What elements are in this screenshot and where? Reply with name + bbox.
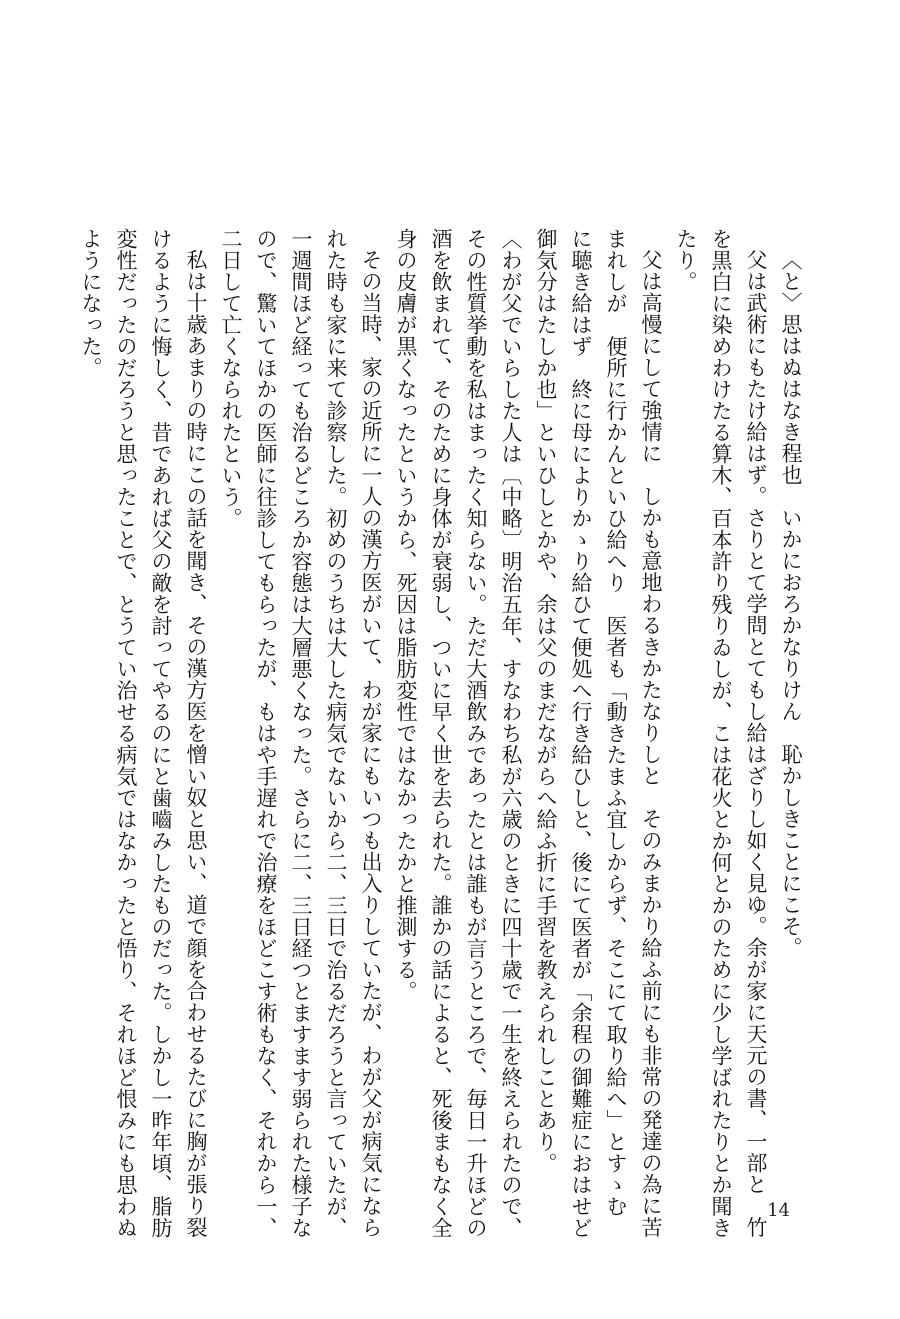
text-line: 〈わが父でいらした人は〔中略〕明治五年、すなわち私が六歳のときに四十歳で一生を終えられたので、 [499, 228, 523, 1239]
text-line: 父は高慢にして強情に しかも意地わるきかたなりしと そのみまかり給ふ前にも非常の発達の為に苦 [639, 249, 663, 1238]
text-line: 御気分はたしか也」といひしとかや、余は父のまだながらへ給ふ折に手習を教えられしことあり。 [534, 228, 558, 1174]
text-line: れた時も家に来て診察した。初めのうちは大した病気でないから二、三日で治るだろうと言っていたが、 [324, 228, 348, 1239]
text-line: を黒白に染めわけたる算木、百本許り残りゐしが、こは花火とか何とかのために少し学ばれたりとか聞き [709, 228, 733, 1239]
text-line: 二日して亡くなられたという。 [219, 228, 243, 529]
text-line: 一週間ほど経っても治るどころか容態は大層悪くなった。さらに二、三日経つとますます弱られた様子な [289, 228, 313, 1239]
text-line: その性質挙動を私はまったく知らない。ただ大酒飲みであったとは誰もが言うところで、毎日一升ほどの [464, 228, 488, 1239]
text-line: ようになった。 [79, 228, 103, 379]
text-line: 酒を飲まれて、そのために身体が衰弱し、ついに早く世を去られた。誰かの話によると、死後まもなく全 [429, 228, 453, 1239]
text-line: まれしが 便所に行かんといひ給へり 医者も「動きたまふ宜しからず、そこにて取り給へ」とすゝむ [604, 228, 628, 1217]
text-line: 〈と〉思はぬはなき程也 いかにおろかなりけん 恥かしきことにこそ。 [779, 249, 803, 959]
text-line: けるように悔しく、昔であれば父の敵を討ってやるのにと歯嚙みしたものだった。しかし一昨年頃、脂肪 [149, 228, 173, 1239]
text-line: 私は十歳あまりの時にこの話を聞き、その漢方医を憎い奴と思い、道で顔を合わせるたびに胸が張り裂 [184, 249, 208, 1238]
text-line: 変性だったのだろうと思ったことで、とうてい治せる病気ではなかったと悟り、それほど恨みにも思わぬ [114, 228, 138, 1239]
text-line: たり。 [674, 228, 698, 293]
text-line: その当時、家の近所に一人の漢方医がいて、わが家にもいつも出入りしていたが、わが父が病気になら [359, 249, 383, 1238]
text-line: 父は武術にもたけ給はず。さりとて学問とてもし給はざりし如く見ゆ。余が家に天元の書、一部と 竹 [744, 249, 768, 1238]
text-line: 身の皮膚が黒くなったというから、死因は脂肪変性ではなかったかと推測する。 [394, 228, 418, 1002]
text-line: ので、驚いてほかの医師に往診してもらったが、もはや手遅れで治療をほどこす術もなく、それから一、 [254, 228, 278, 1239]
text-line: に聴き給はず 終に母によりかゝり給ひて便処へ行き給ひしと、後にて医者が「余程の御難症におはせど [569, 228, 593, 1239]
page-number: 14 [767, 1200, 790, 1221]
